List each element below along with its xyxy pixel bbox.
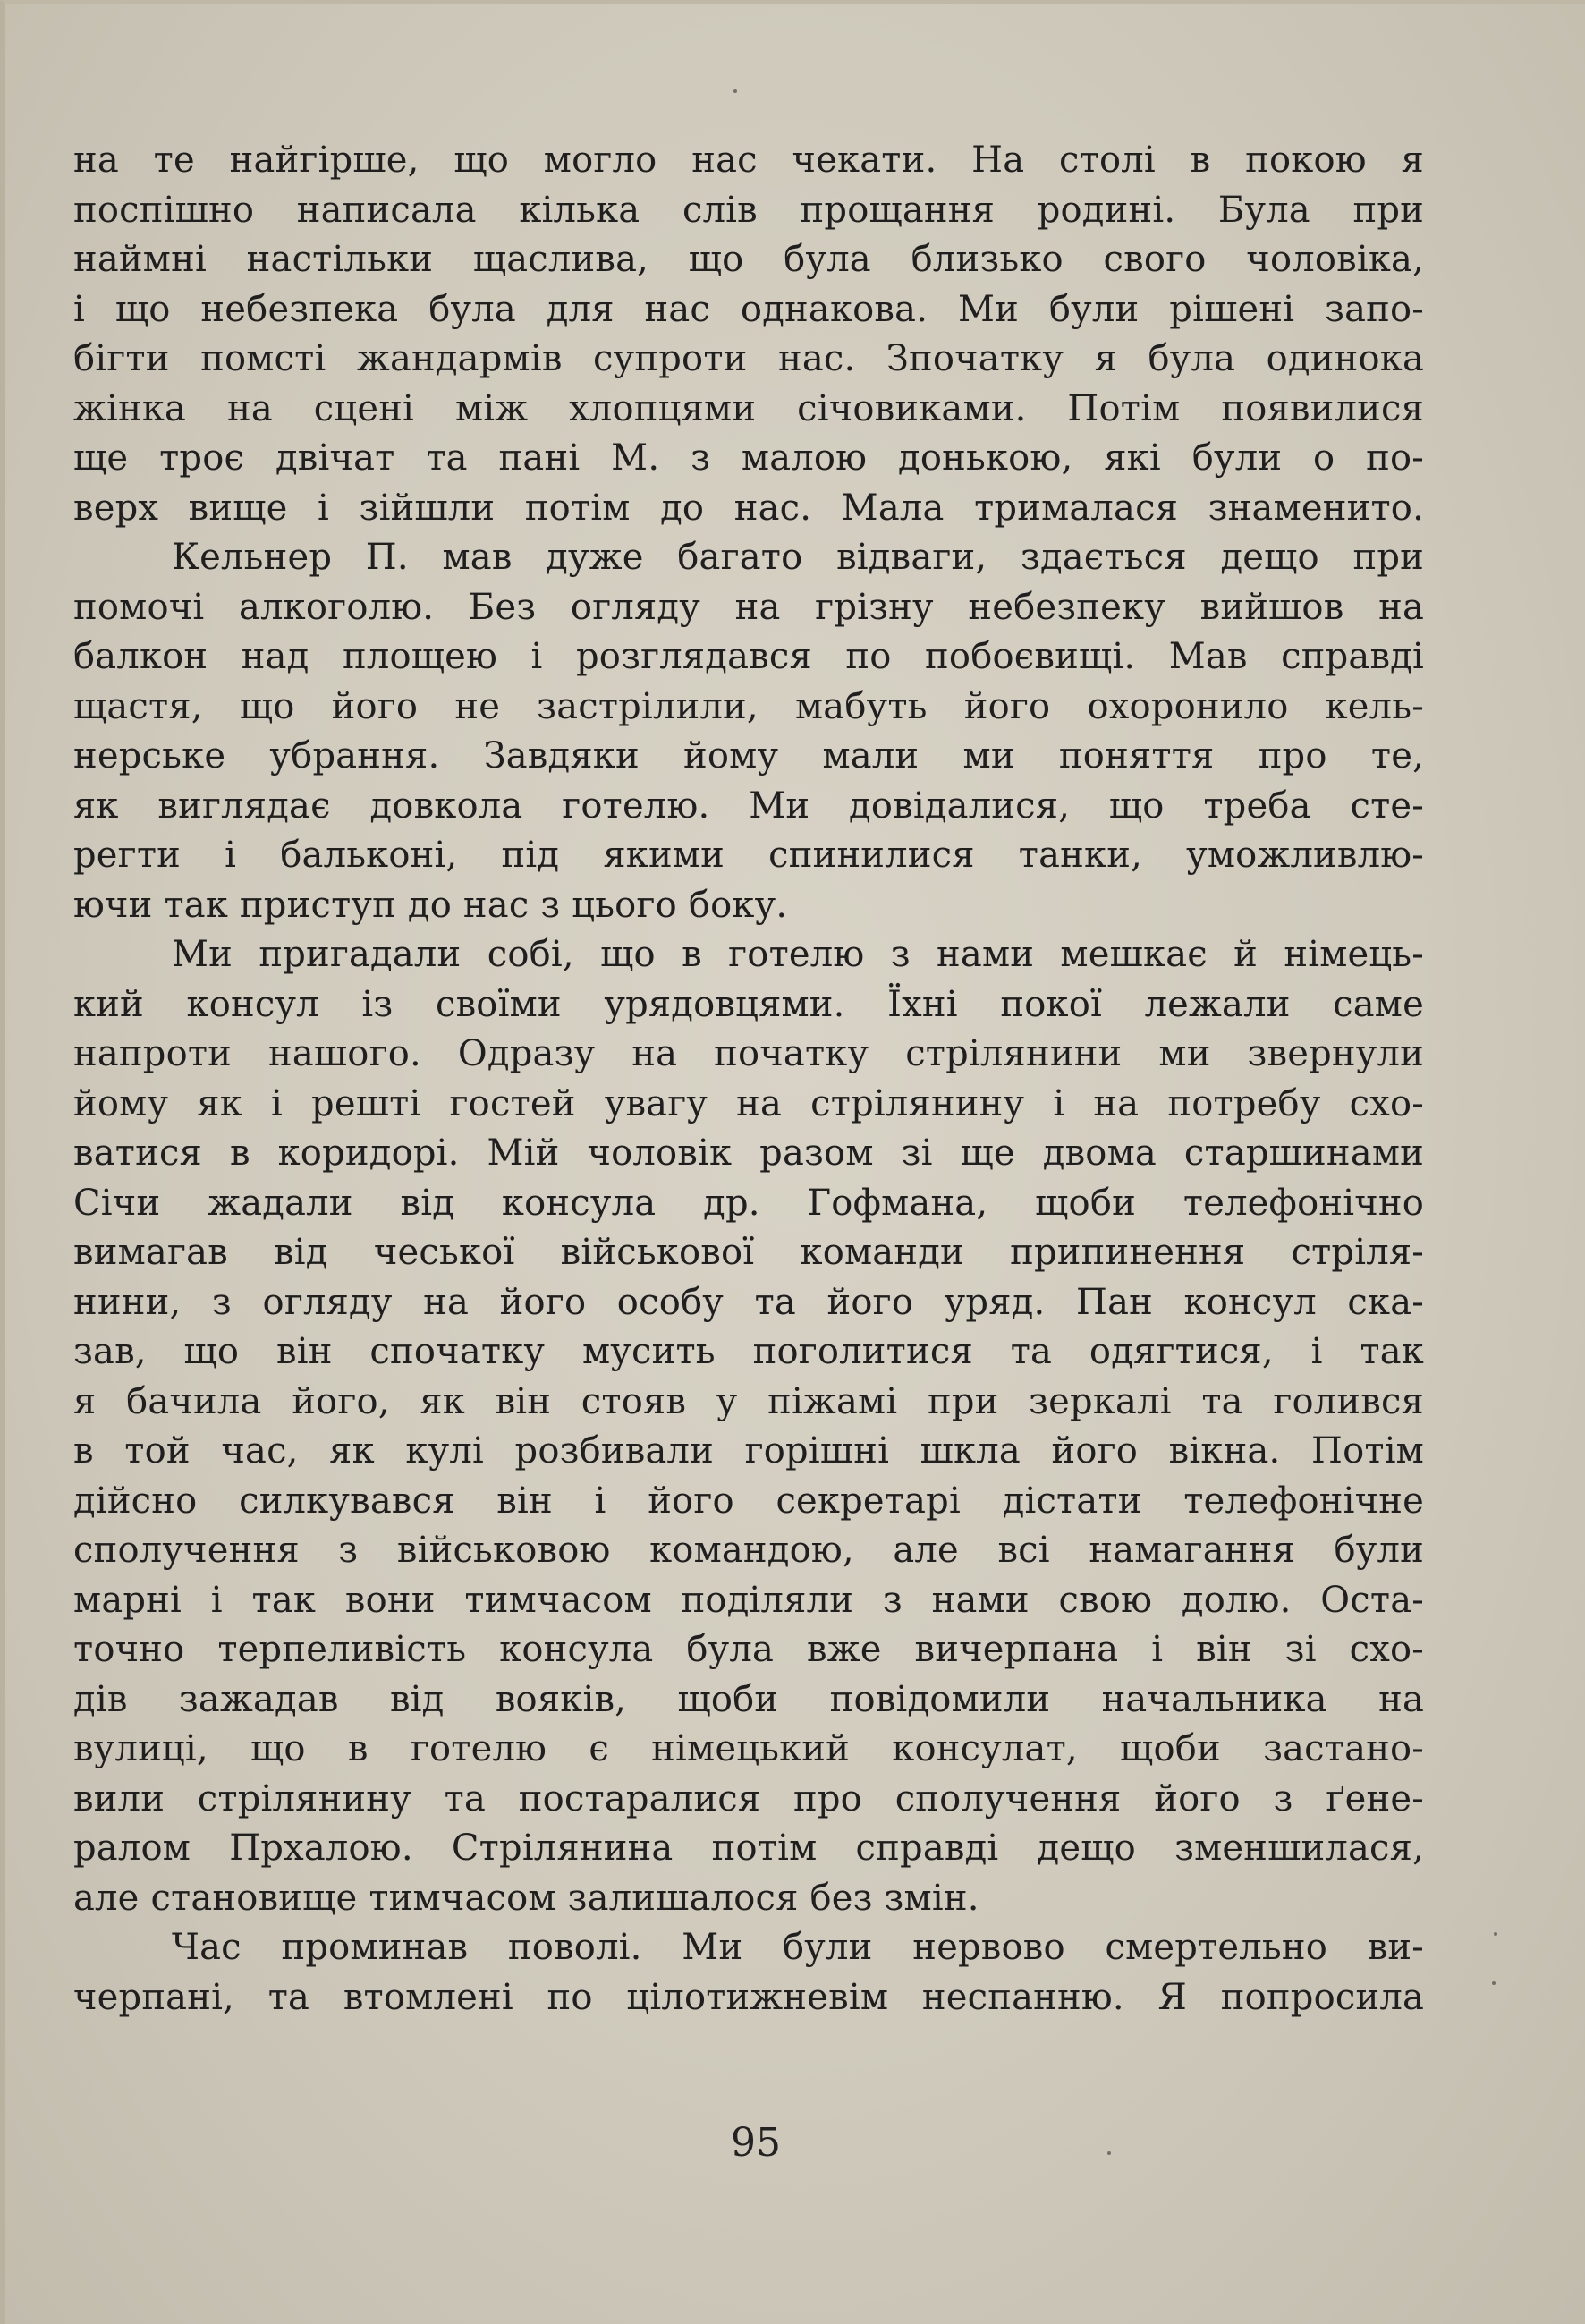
paragraph-1	[73, 136, 1424, 533]
text-line: вулиці, що в готелю є німецький консулат, щоби застано-	[73, 1728, 1424, 1769]
text-line: дійсно силкувався він і його секретарі дістати телефонічне	[73, 1480, 1424, 1522]
text-line: бігти помсті жандармів супроти нас. Зпочатку я була одинока	[73, 338, 1424, 379]
paper-speck	[1107, 2151, 1111, 2155]
paper-speck	[1494, 1932, 1497, 1936]
text-line: я бачила його, як він стояв у піжамі при зеркалі та голився	[73, 1380, 1424, 1422]
text-line: і що небезпека була для нас однакова. Ми були рішені запо-	[73, 288, 1424, 330]
text-line: як виглядає довкола готелю. Ми довідалися, що треба сте-	[73, 785, 1424, 827]
text-line: на те найгірше, що могло нас чекати. На столі в покою я	[73, 140, 1424, 181]
paragraph-4	[73, 1923, 1424, 2023]
text-line: наймні настільки щаслива, що була близько свого чоловіка,	[73, 239, 1424, 280]
text-line: нерське убрання. Завдяки йому мали ми поняття про те,	[73, 735, 1424, 776]
paper-speck	[733, 89, 737, 93]
text-line: ралом Прхалою. Стрілянина потім справді дещо зменшилася,	[73, 1828, 1424, 1869]
text-line: черпані, та втомлені по цілотижневім неспанню. Я попросила	[73, 1976, 1424, 2018]
text-line: в той час, як кулі розбивали горішні шкла його вікна. Потім	[73, 1430, 1424, 1472]
body-text	[73, 136, 1424, 2023]
text-line: жінка на сцені між хлопцями січовиками. Потім появилися	[73, 387, 1424, 429]
text-line: поспішно написала кілька слів прощання родині. Була при	[73, 189, 1424, 231]
paragraph-2	[73, 533, 1424, 930]
text-line: йому як і решті гостей увагу на стрілянину і на потребу схо-	[73, 1082, 1424, 1124]
text-line: Січи жадали від консула др. Гофмана, щоби телефонічно	[73, 1182, 1424, 1224]
text-line: верх вище і зійшли потім до нас. Мала трималася знаменито.	[73, 487, 1424, 529]
text-line: марні і так вони тимчасом поділяли з нами свою долю. Оста-	[73, 1579, 1424, 1621]
text-line: Кельнер П. мав дуже багато відваги, здається дещо при	[172, 537, 1424, 578]
text-line: вимагав від чеської військової команди припинення стріля-	[73, 1232, 1424, 1273]
text-line: напроти нашого. Одразу на початку стрілянини ми звернули	[73, 1033, 1424, 1074]
paragraph-3	[73, 930, 1424, 1923]
text-line: регти і бальконі, під якими спинилися танки, уможливлю-	[73, 835, 1424, 876]
text-line: нини, з огляду на його особу та його уряд. Пан консул ска-	[73, 1281, 1424, 1323]
text-line: Час проминав поволі. Ми були нервово смертельно ви-	[172, 1927, 1424, 1968]
text-line: зав, що він спочатку мусить поголитися та одягтися, і так	[73, 1331, 1424, 1372]
text-line: ще троє двічат та пані М. з малою донькою, які були о по-	[73, 437, 1424, 479]
text-line: помочі алкоголю. Без огляду на грізну небезпеку вийшов на	[73, 586, 1424, 628]
page-number: 95	[731, 2120, 781, 2166]
text-line: вили стрілянину та постаралися про сполучення його з ґене-	[73, 1777, 1424, 1819]
text-line: балкон над площею і розглядався по побоєвищі. Мав справді	[73, 636, 1424, 677]
text-line: дів зажадав від вояків, щоби повідомили начальника на	[73, 1678, 1424, 1720]
text-line: Ми пригадали собі, що в готелю з нами мешкає й німець-	[172, 934, 1424, 975]
text-line: ючи так приступ до нас з цього боку.	[73, 884, 788, 926]
paper-speck	[1492, 1981, 1496, 1985]
text-line: щастя, що його не застрілили, мабуть його охоронило кель-	[73, 685, 1424, 727]
text-line: ватися в коридорі. Мій чоловік разом зі ще двома старшинами	[73, 1132, 1424, 1174]
text-line: кий консул із своїми урядовцями. Їхні покої лежали саме	[73, 983, 1424, 1025]
text-line: але становище тимчасом залишалося без змін.	[73, 1877, 979, 1919]
text-line: сполучення з військовою командою, але всі намагання були	[73, 1530, 1424, 1571]
text-line: точно терпеливість консула була вже вичерпана і він зі схо-	[73, 1629, 1424, 1670]
